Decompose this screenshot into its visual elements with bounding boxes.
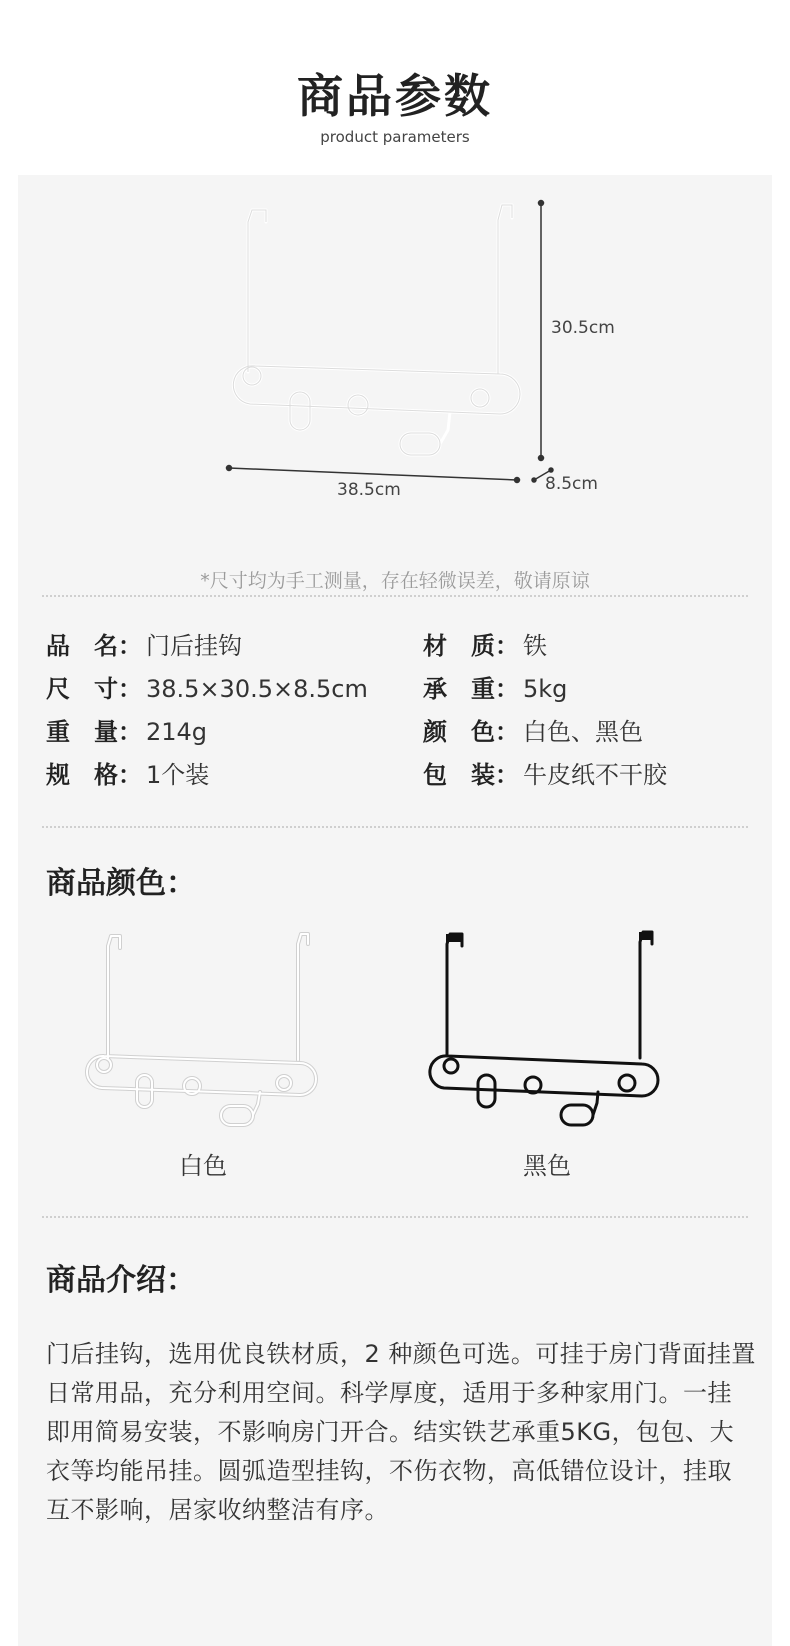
hook-white-variant — [87, 934, 316, 1125]
param-key: 尺 寸： — [46, 675, 142, 703]
param-key: 包 装： — [423, 761, 519, 789]
param-value: 白色、黑色 — [523, 718, 643, 746]
colors-section-title: 商品颜色： — [46, 866, 196, 901]
page-subtitle: product parameters — [320, 128, 470, 146]
param-key: 颜 色： — [423, 718, 519, 746]
page-title: 商品参数 — [297, 69, 493, 123]
param-key: 规 格： — [46, 761, 142, 789]
param-row — [423, 757, 667, 793]
param-value: 门后挂钩 — [146, 632, 242, 660]
hook-product-white-large — [233, 205, 520, 455]
divider — [42, 1216, 748, 1218]
height-label: 30.5cm — [551, 318, 615, 338]
depth-label: 8.5cm — [545, 474, 598, 494]
param-value: 铁 — [523, 632, 547, 660]
param-value: 1个装 — [146, 761, 210, 789]
param-value: 38.5×30.5×8.5cm — [146, 675, 368, 703]
param-key: 重 量： — [46, 718, 142, 746]
divider — [42, 595, 748, 597]
intro-text: 门后挂钩，选用优良铁材质，2 种颜色可选。可挂于房门背面挂置日常用品，充分利用空间。科学厚度，适用于多种家用门。一挂即用简易安装，不影响房门开合。结实铁艺承重5KG，包包、大衣等均能吊挂。圆弧造型挂钩，不伤衣物，高低错位设计，挂取互不影响，居家收纳整洁有序。 — [46, 1340, 756, 1524]
param-key: 承 重： — [423, 675, 519, 703]
intro-section-title: 商品介绍： — [46, 1263, 196, 1298]
param-key: 品 名： — [46, 632, 142, 660]
param-row — [46, 714, 207, 750]
param-value: 214g — [146, 718, 208, 746]
dimension-diagram — [0, 0, 790, 560]
width-label: 38.5cm — [337, 480, 401, 500]
param-key: 材 质： — [423, 632, 519, 660]
measurement-note: *尺寸均为手工测量，存在轻微误差，敬请原谅 — [200, 570, 590, 592]
color-name-black: 黑色 — [523, 1152, 571, 1180]
color-name-white: 白色 — [179, 1152, 227, 1180]
hook-black-variant — [430, 932, 658, 1125]
param-row — [423, 628, 547, 664]
param-row — [46, 628, 242, 664]
param-row — [46, 671, 368, 707]
param-value: 5kg — [523, 675, 568, 703]
color-variants — [0, 920, 790, 1140]
param-value: 牛皮纸不干胶 — [523, 761, 667, 789]
param-row — [423, 671, 567, 707]
hook-product-outline-large — [233, 205, 520, 455]
param-row — [423, 714, 643, 750]
divider — [42, 826, 748, 828]
height-dimension-line — [539, 201, 544, 461]
param-row — [46, 757, 209, 793]
